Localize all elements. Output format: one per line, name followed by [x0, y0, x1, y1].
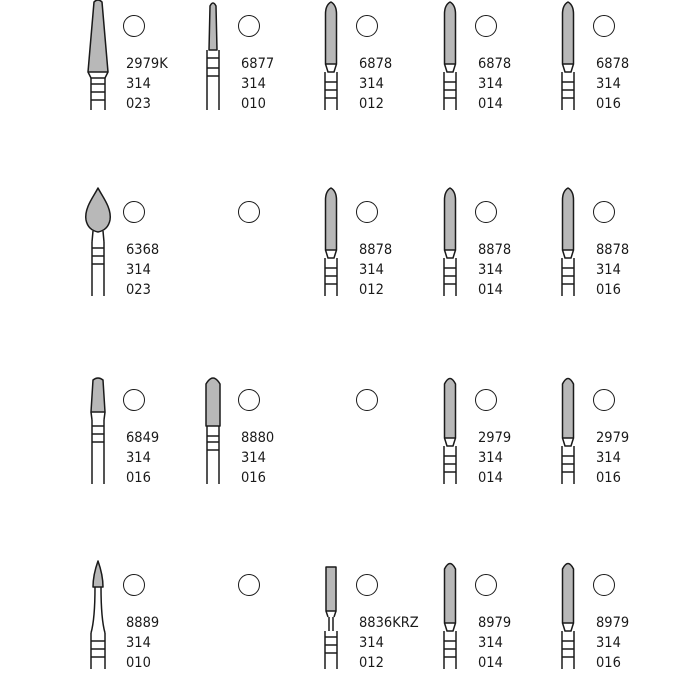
- bur-figure-number: 8878: [596, 242, 630, 258]
- bur-code-label: [126, 428, 159, 488]
- bur-figure-number: 8878: [359, 242, 393, 258]
- bur-figure-number: 2979: [596, 430, 630, 446]
- bur-head: [563, 564, 574, 624]
- bur-figure-number: 6877: [241, 56, 275, 72]
- selection-circle[interactable]: [593, 574, 615, 596]
- bur-code-label: [359, 54, 392, 114]
- bur-code-label: [478, 428, 511, 488]
- bur-code-label: [596, 613, 629, 673]
- bur-shank-code: 314: [596, 262, 621, 278]
- bur-code-label: [126, 613, 159, 673]
- selection-circle[interactable]: [123, 389, 145, 411]
- bur-figure-number: 6849: [126, 430, 160, 446]
- bur-shank-code: 314: [359, 635, 384, 651]
- bur-figure-number: 8979: [596, 615, 630, 631]
- bur-head: [445, 2, 456, 64]
- bur-figure-number: 6368: [126, 242, 160, 258]
- bur-code-label: [478, 240, 511, 300]
- bur-code-label: [478, 54, 511, 114]
- bur-shank-code: 314: [126, 635, 151, 651]
- selection-circle[interactable]: [475, 15, 497, 37]
- selection-circle[interactable]: [123, 15, 145, 37]
- bur-code-label: [596, 428, 629, 488]
- bur-code-label: [126, 240, 159, 300]
- bur-shank-code: 314: [359, 262, 384, 278]
- bur-size-code: 016: [596, 282, 621, 298]
- bur-size-code: 016: [241, 470, 266, 486]
- bur-head: [91, 378, 105, 412]
- bur-shank-code: 314: [596, 635, 621, 651]
- bur-size-code: 014: [478, 96, 503, 112]
- bur-size-code: 012: [359, 655, 384, 671]
- bur-shank-code: 314: [478, 635, 503, 651]
- bur-shank-code: 314: [241, 450, 266, 466]
- selection-circle[interactable]: [593, 201, 615, 223]
- bur-shank-code: 314: [596, 450, 621, 466]
- bur-shank-code: 314: [478, 76, 503, 92]
- bur-head: [445, 379, 456, 439]
- bur-head: [563, 188, 574, 250]
- bur-figure-number: 8889: [126, 615, 160, 631]
- bur-code-label: [478, 613, 511, 673]
- bur-size-code: 023: [126, 96, 151, 112]
- bur-size-code: 010: [126, 655, 151, 671]
- bur-head: [445, 188, 456, 250]
- bur-size-code: 014: [478, 282, 503, 298]
- bur-size-code: 014: [478, 655, 503, 671]
- bur-size-code: 012: [359, 282, 384, 298]
- bur-size-code: 016: [596, 470, 621, 486]
- selection-circle[interactable]: [238, 574, 260, 596]
- bur-shank-code: 314: [241, 76, 266, 92]
- selection-circle[interactable]: [238, 201, 260, 223]
- bur-figure-number: 8878: [478, 242, 512, 258]
- bur-head: [326, 567, 336, 611]
- bur-code-label: [241, 54, 274, 114]
- bur-size-code: 016: [126, 470, 151, 486]
- bur-shank-code: 314: [126, 450, 151, 466]
- bur-head: [326, 2, 337, 64]
- bur-figure-number: 6878: [596, 56, 630, 72]
- selection-circle[interactable]: [475, 389, 497, 411]
- bur-head: [209, 3, 217, 50]
- bur-code-label: [359, 613, 419, 673]
- bur-figure-number: 8979: [478, 615, 512, 631]
- selection-circle[interactable]: [475, 574, 497, 596]
- bur-code-label: [596, 54, 629, 114]
- bur-figure-number: 8836KRZ: [359, 615, 419, 631]
- bur-size-code: 023: [126, 282, 151, 298]
- selection-circle[interactable]: [123, 574, 145, 596]
- selection-circle[interactable]: [238, 389, 260, 411]
- bur-head: [563, 2, 574, 64]
- selection-circle[interactable]: [123, 201, 145, 223]
- bur-shank-code: 314: [126, 262, 151, 278]
- bur-head: [326, 188, 337, 250]
- bur-code-label: [359, 240, 392, 300]
- bur-head: [445, 564, 456, 624]
- selection-circle[interactable]: [238, 15, 260, 37]
- bur-shank-code: 314: [478, 450, 503, 466]
- bur-code-label: [126, 54, 168, 114]
- bur-shank-code: 314: [126, 76, 151, 92]
- bur-size-code: 010: [241, 96, 266, 112]
- bur-size-code: 014: [478, 470, 503, 486]
- bur-size-code: 016: [596, 655, 621, 671]
- selection-circle[interactable]: [356, 15, 378, 37]
- selection-circle[interactable]: [356, 201, 378, 223]
- bur-code-label: [596, 240, 629, 300]
- bur-size-code: 016: [596, 96, 621, 112]
- selection-circle[interactable]: [593, 389, 615, 411]
- bur-figure-number: 6878: [478, 56, 512, 72]
- bur-figure-number: 6878: [359, 56, 393, 72]
- bur-figure-number: 8880: [241, 430, 275, 446]
- bur-head: [563, 379, 574, 439]
- bur-shank-code: 314: [359, 76, 384, 92]
- bur-shank-code: 314: [596, 76, 621, 92]
- bur-size-code: 012: [359, 96, 384, 112]
- selection-circle[interactable]: [356, 574, 378, 596]
- bur-figure-number: 2979: [478, 430, 512, 446]
- bur-figure-number: 2979K: [126, 56, 168, 72]
- bur-head: [206, 378, 220, 426]
- selection-circle[interactable]: [356, 389, 378, 411]
- selection-circle[interactable]: [593, 15, 615, 37]
- bur-shank-code: 314: [478, 262, 503, 278]
- bur-code-label: [241, 428, 274, 488]
- selection-circle[interactable]: [475, 201, 497, 223]
